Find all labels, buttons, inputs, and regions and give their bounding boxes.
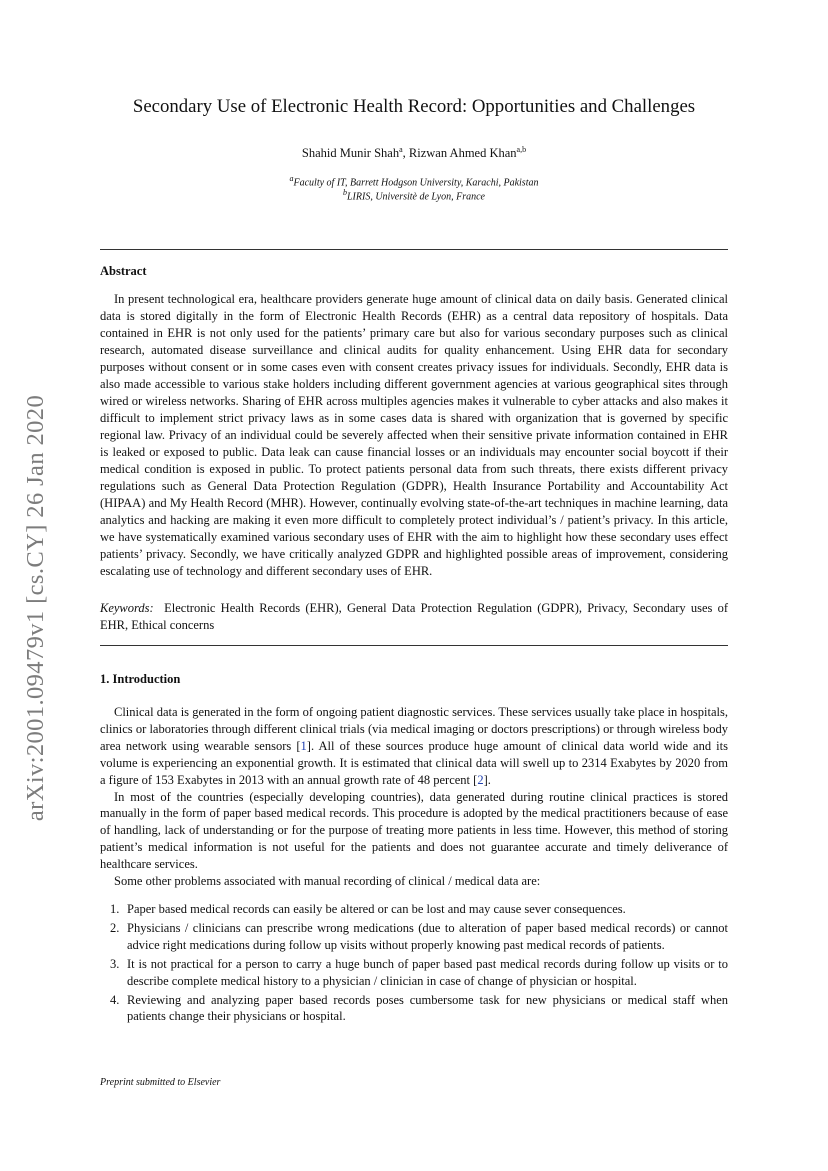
list-number: 4. — [110, 992, 120, 1007]
list-item-text: It is not practical for a person to carry a huge bunch of paper based past medical records during follow up visits or to describe complete medical history to a physician / clinician in case of change of physician or hospital. — [127, 956, 728, 988]
affiliation — [0, 188, 828, 202]
abstract-heading: Abstract — [100, 264, 147, 278]
affiliation-mark: a — [289, 174, 294, 183]
list-item — [100, 920, 728, 954]
horizontal-rule — [100, 249, 728, 250]
paragraph-text: ]. All of these sources produce huge amount of clinical data world wide and its volume is experiencing an exponential growth. It is estimated that clinical data will swell up to 2314 Exabytes by 2020 from a figure of 153 Exabytes in 2013 with an annual growth rate of 48 percent [ — [100, 738, 728, 787]
citation-link[interactable]: 2 — [477, 772, 484, 787]
list-item — [100, 901, 728, 918]
list-number: 1. — [110, 901, 120, 916]
paragraph: Some other problems associated with manual recording of clinical / medical data are: — [114, 874, 541, 889]
problem-list — [100, 901, 728, 1025]
paragraph: In most of the countries (especially developing countries), data generated during routine clinical practices is stored manually in the form of paper based medical records. This procedure is adopted by the medical practitioners because of ease of handling, lack of understanding or for the purpose of treating more patients in less time. However, this method of storing patient’s medical information is not useful for the patients and does not guarantee accurate and timely deliverance of healthcare services. — [100, 789, 728, 872]
affiliation — [0, 174, 828, 188]
arxiv-identifier-text: arXiv:2001.09479v1 [cs.CY] 26 Jan 2020 — [22, 394, 49, 821]
preprint-footer: Preprint submitted to Elsevier — [100, 1077, 221, 1088]
paper-title: Secondary Use of Electronic Health Record: Opportunities and Challenges — [132, 96, 696, 117]
author-list — [0, 145, 828, 161]
abstract-text: In present technological era, healthcare providers generate huge amount of clinical data on daily basis. Generated clinical data is stored digitally in the form of Electronic Health Records (EHR) as a central data repository of hospitals. Data contained in EHR is not only used for the patients’ primary care but also for various secondary purposes such as clinical research, automated disease surveillance and clinical audits for quality enhancement. Using EHR data for secondary purposes without consent or in some cases even with consent creates privacy issues for individuals. Secondly, EHR data is also made accessible to various stake holders including different government agencies at various geographical sites through wired or wireless networks. Sharing of EHR across multiples agencies makes it vulnerable to cyber attacks and also makes it difficult to implement strict privacy laws as in some cases data is shared with organization that is governed by specific regional law. Privacy of an individual could be severely affected when their sensitive private information contained in EHR is leaked or exposed to public. Data leak can cause financial losses or an individuals may encounter social boycott if their medical condition is exposed in public. To protect patients personal data from such threats, there exists different privacy regulations such as General Data Protection Regulation (GDPR), Health Insurance Portability and Accountability Act (HIPAA) and My Health Record (MHR). However, continually evolving state-of-the-art techniques in machine learning, data analytics and hacking are making it even more difficult to completely protect individual’s / patient’s privacy. In this article, we have systematically examined various secondary uses of EHR with the aim to highlight how these secondary uses effect patients’ privacy. Secondly, we have critically analyzed GDPR and highlighted possible areas of improvement, considering escalating use of technology and different secondary uses of EHR. — [100, 292, 728, 578]
list-item — [100, 992, 728, 1026]
citation-link[interactable]: 1 — [300, 738, 307, 753]
keywords-text: Electronic Health Records (EHR), General Data Protection Regulation (GDPR), Privacy, Secondary uses of EHR, Ethical concerns — [100, 601, 728, 632]
affiliation-text: LIRIS, Universitè de Lyon, France — [346, 191, 485, 203]
author-affiliation-mark: a — [399, 145, 403, 154]
list-item — [100, 956, 728, 990]
affiliation-text: Faculty of IT, Barrett Hodgson University, Karachi, Pakistan — [293, 177, 539, 189]
list-item-text: Physicians / clinicians can prescribe wrong medications (due to alteration of paper based medical records) or cannot advice right medications during follow up visits without properly knowing past medical records of patients. — [127, 920, 728, 952]
author-name: Rizwan Ahmed Khan — [408, 146, 517, 161]
paragraph-text: ]. — [483, 772, 491, 787]
author-name: Shahid Munir Shah — [301, 146, 400, 161]
section-heading-introduction: 1. Introduction — [100, 672, 181, 686]
list-item-text: Reviewing and analyzing paper based records poses cumbersome task for new physicians or medical staff when patients change their physicians or hospital. — [127, 992, 728, 1024]
list-item-text: Paper based medical records can easily be altered or can be lost and may cause sever consequences. — [127, 901, 626, 916]
keywords — [100, 600, 728, 634]
introduction-body — [100, 704, 728, 1027]
paragraph — [100, 704, 728, 789]
arxiv-identifier — [14, 365, 58, 850]
list-number: 3. — [110, 956, 120, 971]
keywords-label: Keywords: — [100, 601, 154, 615]
author-affiliation-mark: a,b — [516, 145, 527, 154]
affiliation-mark: b — [342, 188, 347, 197]
author-separator: , — [402, 146, 409, 161]
paragraph-text: Clinical data is generated in the form of ongoing patient diagnostic services. These services usually take place in hospitals, clinics or laboratories through different clinical trials (via medical imaging or doctors prescriptions) or through wireless body area network using wearable sensors [ — [100, 705, 728, 753]
horizontal-rule — [100, 645, 728, 646]
list-number: 2. — [110, 920, 120, 935]
